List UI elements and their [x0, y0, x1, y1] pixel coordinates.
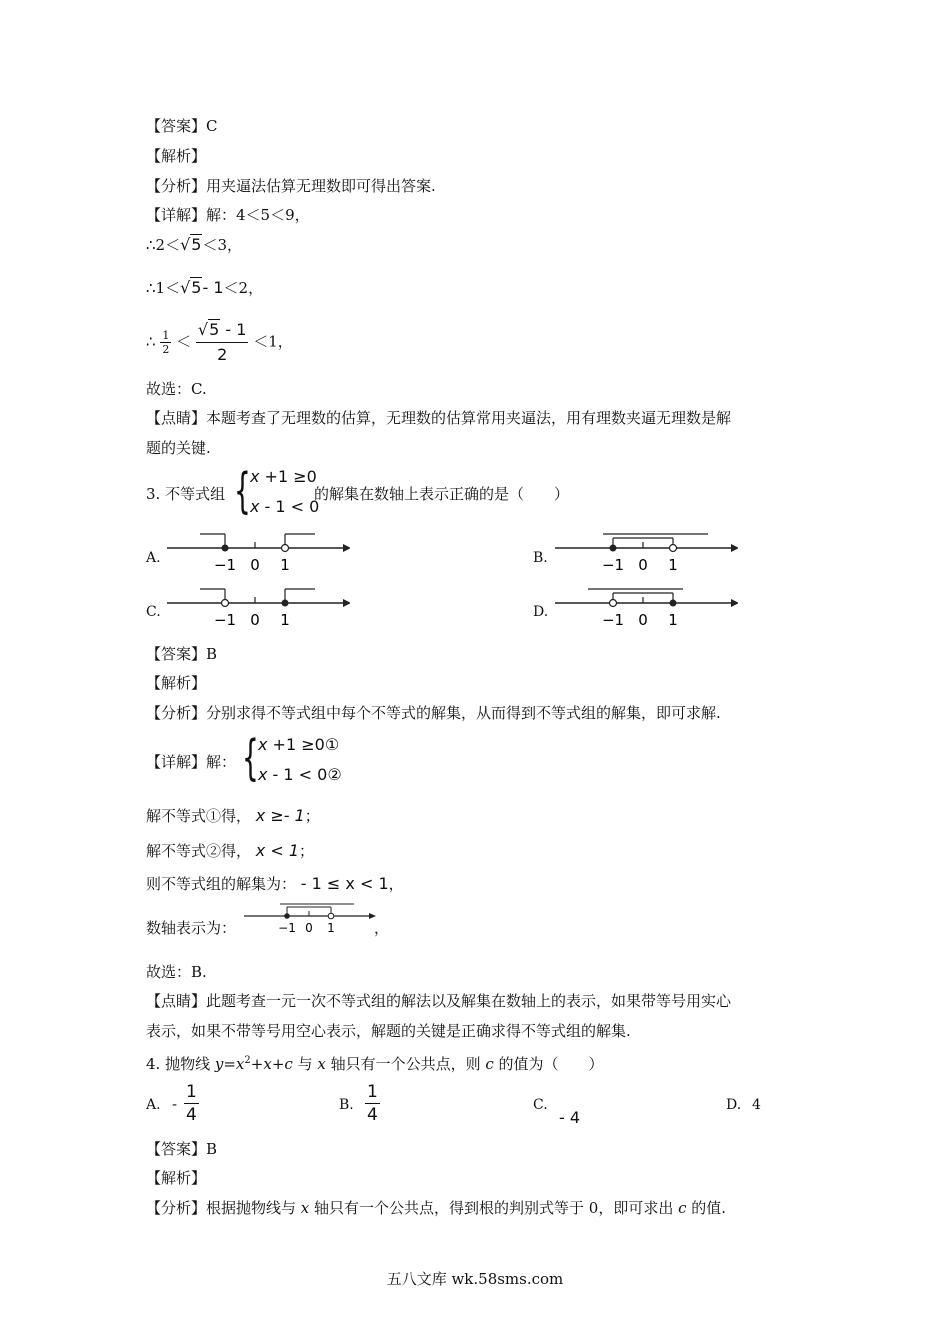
- q4-answer: 【答案】B: [146, 1140, 218, 1158]
- page-footer: 五八文库 wk.58sms.com: [386, 1270, 564, 1288]
- svg-text:1: 1: [327, 921, 335, 935]
- option-d-number-line[interactable]: [553, 585, 738, 630]
- q3-number: 3. 不等式组: [146, 485, 226, 503]
- sqrt5-minus1-over2-fraction: $\frac{√5 - 1}{2}$: [197, 320, 247, 364]
- svg-text:0: 0: [250, 556, 260, 574]
- q3-stem-tail: 的解集在数轴上表示正确的是（ ）: [314, 485, 570, 503]
- svg-text:−1: −1: [601, 611, 625, 629]
- option-b-label: B.: [533, 550, 548, 566]
- option-c-number-line[interactable]: [165, 585, 350, 630]
- sqrt5-radical: √5: [180, 278, 202, 297]
- svg-text:1: 1: [668, 556, 678, 574]
- svg-text:0: 0: [250, 611, 260, 629]
- q4-option-a-label: A.: [146, 1097, 161, 1113]
- svg-text:0: 0: [305, 921, 313, 935]
- q3-answer: 【答案】B: [146, 645, 218, 663]
- svg-text:−1: −1: [601, 556, 625, 574]
- option-c-label: C.: [146, 604, 161, 620]
- q3-solve2: 解不等式②得， x < 1；: [146, 841, 315, 860]
- q2-step1: ∴2＜√5＜3，: [146, 235, 243, 254]
- q4-option-d-label: D.: [726, 1097, 742, 1113]
- q3-axis-text: 数轴表示为：: [146, 919, 237, 937]
- q4-analysis-head: 【解析】: [146, 1169, 207, 1187]
- svg-text:−1: −1: [278, 921, 296, 935]
- q2-dianjing-line1: 【点睛】本题考查了无理数的估算，无理数的估算常用夹逼法，用有理数夹逼无理数是解: [146, 409, 732, 427]
- option-b-number-line[interactable]: [553, 530, 738, 575]
- svg-text:1: 1: [280, 556, 290, 574]
- q2-dianjing-line2: 题的关键.: [146, 439, 211, 457]
- svg-text:−1: −1: [213, 556, 237, 574]
- q4-fenxi: 【分析】根据抛物线与 x 轴只有一个公共点，得到根的判别式等于 0，即可求出 c 的值.: [146, 1199, 727, 1217]
- q3-solution-set: 则不等式组的解集为： - 1 ≤ x < 1，: [146, 874, 404, 893]
- brace-icon: {: [234, 463, 251, 519]
- option-a-label: A.: [146, 550, 161, 566]
- q3-xiangjie-label: 【详解】解：: [146, 753, 237, 771]
- q4-option-c-label: C.: [533, 1097, 548, 1113]
- q4-option-c-value[interactable]: - 4: [559, 1108, 581, 1127]
- q3-analysis-head: 【解析】: [146, 674, 207, 692]
- q3-axis-end: ，: [374, 919, 390, 937]
- option-a-number-line[interactable]: [165, 530, 350, 575]
- q3-dianjing-line2: 表示，如果不带等号用空心表示，解题的关键是正确求得不等式组的解集.: [146, 1022, 631, 1040]
- q3-choose: 故选：B.: [146, 963, 207, 981]
- q2-choose: 故选：C.: [146, 380, 207, 398]
- q3-solution-number-line: [242, 900, 377, 936]
- brace-icon: {: [242, 730, 259, 786]
- q4-stem: 4. 抛物线 $y=x^2+x+c$ 与 x 轴只有一个公共点，则 c 的值为（ ）: [146, 1055, 604, 1073]
- half-fraction: $\frac{1}{2}$: [162, 329, 170, 356]
- q3-fenxi: 【分析】分别求得不等式组中每个不等式的解集，从而得到不等式组的解集，即可求解.: [146, 704, 721, 722]
- svg-text:0: 0: [638, 556, 648, 574]
- q2-step2: ∴1＜√5- 1＜2，: [146, 278, 264, 297]
- q2-fenxi: 【分析】用夹逼法估算无理数即可得出答案.: [146, 177, 436, 195]
- q3-ineq2: x - 1 < 0: [250, 497, 320, 516]
- svg-text:−1: −1: [213, 611, 237, 629]
- svg-text:1: 1: [280, 611, 290, 629]
- q4-option-d-value[interactable]: 4: [752, 1097, 761, 1113]
- q4-option-a-fraction[interactable]: $\frac{1}{4}$: [186, 1082, 197, 1125]
- q2-analysis-head: 【解析】: [146, 147, 207, 165]
- q4-option-b-label: B.: [339, 1097, 354, 1113]
- q3-solve1: 解不等式①得， x ≥- 1；: [146, 806, 320, 825]
- q3-system-2: x - 1 < 0②: [258, 765, 342, 784]
- q3-dianjing-line1: 【点睛】此题考查一元一次不等式组的解法以及解集在数轴上的表示，如果带等号用实心: [146, 992, 732, 1010]
- sqrt5-radical: √5: [180, 235, 202, 254]
- option-d-label: D.: [533, 604, 549, 620]
- q3-ineq1: x +1 ≥0: [250, 467, 317, 486]
- q2-step3: ∴ $\frac{1}{2}$ ＜ $\frac{√5 - 1}{2}$ ＜1，: [146, 318, 293, 367]
- q4-option-a-sign: -: [172, 1097, 178, 1113]
- q3-system-1: x +1 ≥0①: [258, 735, 340, 754]
- q4-option-b-fraction[interactable]: $\frac{1}{4}$: [367, 1082, 378, 1125]
- q2-answer: 【答案】C: [146, 117, 218, 135]
- svg-text:1: 1: [668, 611, 678, 629]
- q2-xiangjie: 【详解】解：4＜5＜9，: [146, 206, 310, 224]
- svg-text:0: 0: [638, 611, 648, 629]
